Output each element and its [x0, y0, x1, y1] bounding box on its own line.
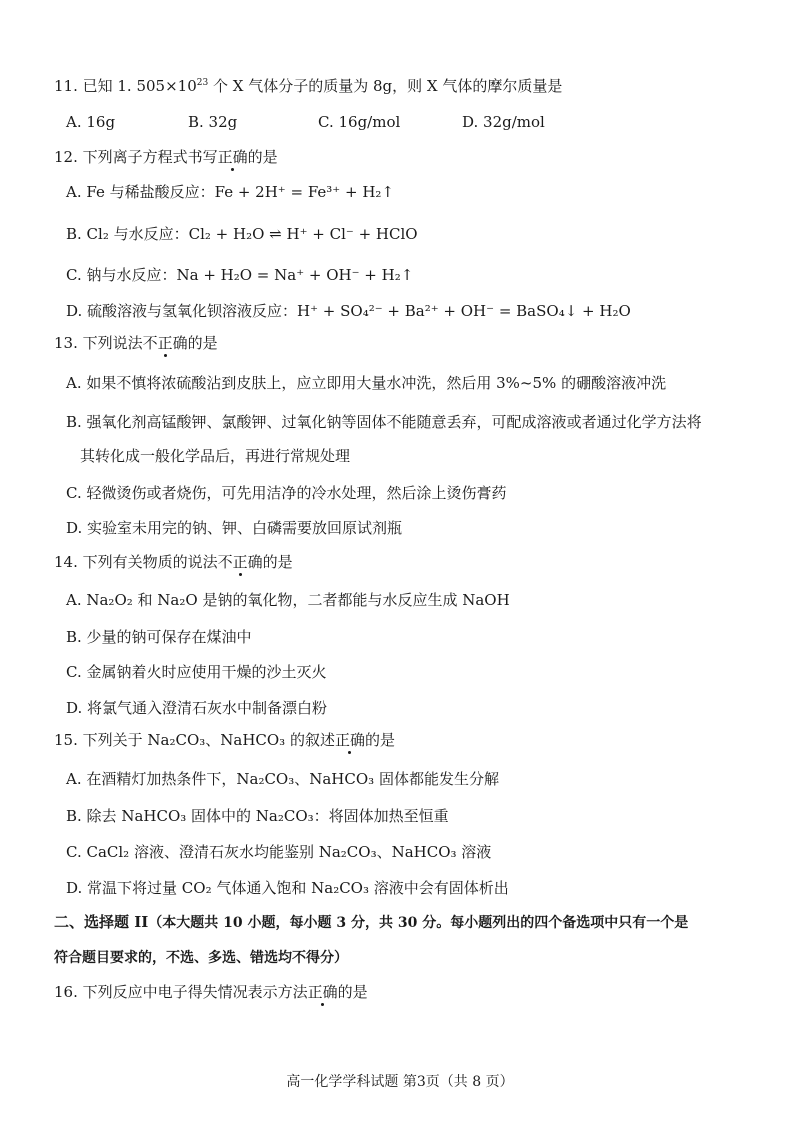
- q13-stem-part1: 13. 下列说法: [54, 334, 143, 352]
- question-13-stem: [54, 333, 218, 353]
- section-2-heading: [54, 912, 688, 933]
- q11-option-d: D. 32g/mol: [462, 113, 545, 131]
- q13-emphasis: 不正确: [142, 334, 188, 352]
- q13-option-d: D. 实验室未用完的钠、钾、白磷需要放回原试剂瓶: [66, 519, 403, 537]
- page-footer: 高一化学学科试题 第3页（共 8 页）: [286, 1074, 514, 1090]
- q15-emphasis: 正确: [334, 731, 365, 749]
- q11-option-a: A. 16g: [66, 113, 116, 131]
- q11-option-b: B. 32g: [188, 113, 238, 131]
- q15-option-a: A. 在酒精灯加热条件下，Na₂CO₃、NaHCO₃ 固体都能发生分解: [66, 770, 499, 788]
- q14-option-c: C. 金属钠着火时应使用干燥的沙土灭火: [66, 663, 327, 681]
- q13-option-a: A. 如果不慎将浓硫酸沾到皮肤上，应立即用大量水冲洗，然后用 3%~5% 的硼酸溶液冲洗: [66, 374, 667, 392]
- q11-stem-part1: 11. 已知 1. 505×10: [54, 77, 197, 95]
- q16-emphasis: 正确: [307, 983, 338, 1001]
- q16-stem-part1: 16. 下列反应中电子得失情况表示方法: [54, 983, 308, 1001]
- q13-option-b-line1: B. 强氧化剂高锰酸钾、氯酸钾、过氧化钠等固体不能随意丢弃，可配成溶液或者通过化学方法将: [66, 413, 702, 431]
- section-2-note-line1: （本大题共 10 小题，每小题 3 分，共 30 分。每小题列出的四个备选项中只有一个是: [148, 915, 689, 931]
- q13-stem-part2: 的是: [187, 334, 218, 352]
- question-12-stem: [54, 147, 278, 167]
- q11-option-c: C. 16g/mol: [318, 113, 401, 131]
- q11-exponent: 23: [196, 78, 209, 88]
- q12-stem-part2: 的是: [247, 148, 278, 166]
- q14-option-a: A. Na₂O₂ 和 Na₂O 是钠的氧化物，二者都能与水反应生成 NaOH: [66, 591, 510, 609]
- q14-emphasis: 不正确: [217, 553, 263, 571]
- q12-option-d: D. 硫酸溶液与氢氧化钡溶液反应：H⁺ + SO₄²⁻ + Ba²⁺ + OH⁻ = BaSO₄↓ + H₂O: [66, 302, 631, 320]
- section-2-note-line2: [54, 947, 348, 968]
- q15-option-d: D. 常温下将过量 CO₂ 气体通入饱和 Na₂CO₃ 溶液中会有固体析出: [66, 879, 509, 897]
- question-11-stem: [54, 76, 562, 96]
- question-14-stem: [54, 552, 293, 572]
- q16-stem-part2: 的是: [337, 983, 368, 1001]
- q14-option-b: B. 少量的钠可保存在煤油中: [66, 628, 252, 646]
- q14-stem-part2: 的是: [262, 553, 293, 571]
- q14-option-d: D. 将氯气通入澄清石灰水中制备漂白粉: [66, 699, 328, 717]
- section-2-note-line2-text: 符合题目要求的，不选、多选、错选均不得分）: [54, 950, 348, 966]
- q15-stem-part1: 15. 下列关于 Na₂CO₃、NaHCO₃ 的叙述: [54, 731, 335, 749]
- section-2-title: 二、选择题 II: [54, 913, 149, 931]
- q15-stem-part2: 的是: [364, 731, 395, 749]
- q15-option-c: C. CaCl₂ 溶液、澄清石灰水均能鉴别 Na₂CO₃、NaHCO₃ 溶液: [66, 843, 492, 861]
- q12-stem-part1: 12. 下列离子方程式书写: [54, 148, 218, 166]
- q12-emphasis: 正确: [217, 148, 248, 166]
- q12-option-a: A. Fe 与稀盐酸反应：Fe + 2H⁺ = Fe³⁺ + H₂↑: [66, 183, 394, 201]
- q14-stem-part1: 14. 下列有关物质的说法: [54, 553, 218, 571]
- question-16-stem: [54, 982, 368, 1002]
- question-15-stem: [54, 730, 395, 750]
- q12-option-b: B. Cl₂ 与水反应：Cl₂ + H₂O ⇌ H⁺ + Cl⁻ + HClO: [66, 225, 418, 243]
- q12-option-c: C. 钠与水反应：Na + H₂O = Na⁺ + OH⁻ + H₂↑: [66, 266, 414, 284]
- q15-option-b: B. 除去 NaHCO₃ 固体中的 Na₂CO₃：将固体加热至恒重: [66, 807, 449, 825]
- q13-option-b-line2: 其转化成一般化学品后，再进行常规处理: [80, 447, 351, 465]
- q11-stem-part2: 个 X 气体分子的质量为 8g，则 X 气体的摩尔质量是: [208, 77, 563, 95]
- q13-option-c: C. 轻微烫伤或者烧伤，可先用洁净的冷水处理，然后涂上烫伤膏药: [66, 484, 507, 502]
